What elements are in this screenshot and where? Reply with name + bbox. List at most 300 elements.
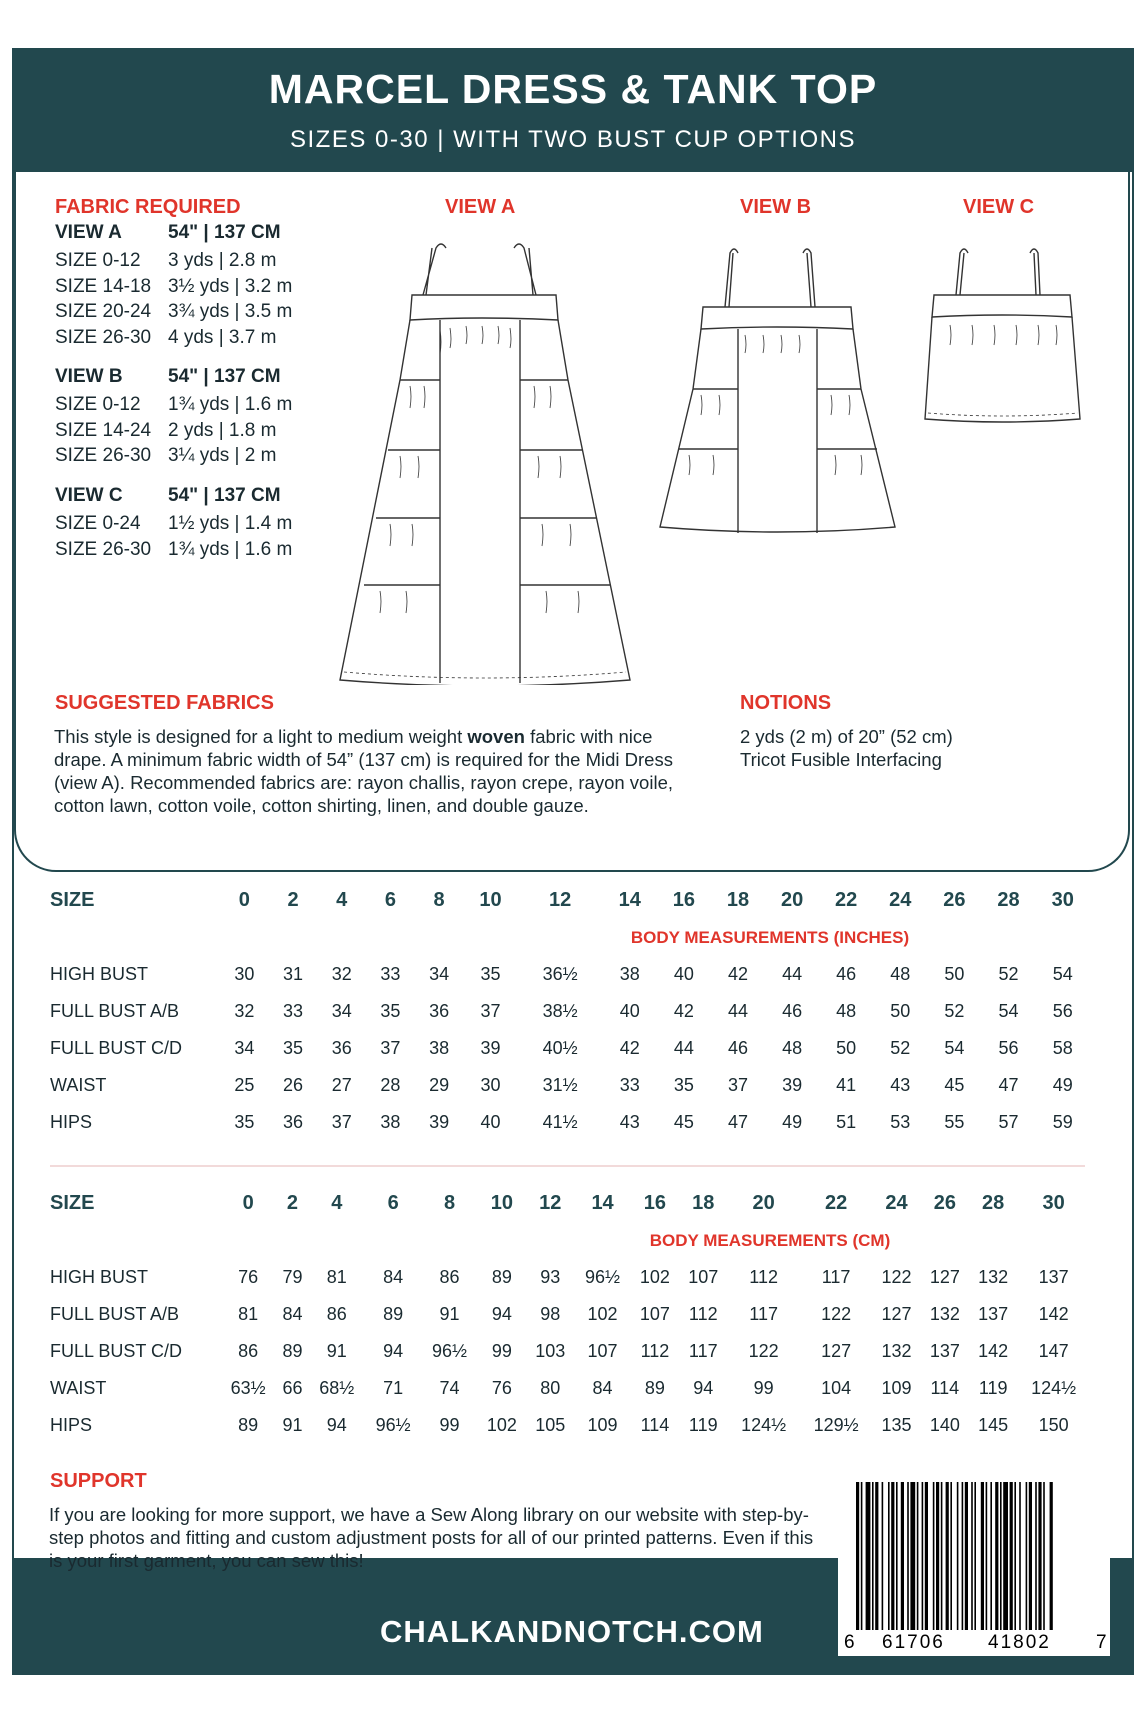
fabric-amount: 1¾ yds | 1.6 m	[168, 394, 293, 415]
view-a-label: VIEW A	[445, 196, 516, 218]
measurement-value: 45	[944, 1075, 965, 1095]
fabric-size: SIZE 0-24	[55, 513, 141, 534]
measurement-value: 36	[331, 1038, 352, 1058]
table-divider	[50, 1165, 1085, 1167]
measurement-value: 81	[238, 1304, 259, 1324]
measurement-value: 107	[587, 1341, 618, 1361]
barcode-bar	[1010, 1482, 1013, 1630]
barcode-bar	[1014, 1482, 1016, 1630]
measurement-value: 42	[727, 964, 748, 984]
pattern-subtitle: SIZES 0-30 | WITH TWO BUST CUP OPTIONS	[290, 126, 856, 153]
measurement-value: 81	[326, 1267, 347, 1287]
measurement-value: 84	[592, 1378, 613, 1398]
size-column-header: 12	[549, 888, 572, 911]
measurement-value: 39	[782, 1075, 803, 1095]
barcode-bar	[922, 1482, 924, 1630]
table-row	[50, 956, 1090, 993]
view-c-top-illustration	[920, 245, 1085, 425]
notions-heading: NOTIONS	[740, 692, 832, 714]
measurement-value: 80	[540, 1378, 561, 1398]
measurement-value: 27	[331, 1075, 352, 1095]
measurement-value: 25	[234, 1075, 255, 1095]
barcode	[838, 1474, 1110, 1656]
size-column-header: 12	[539, 1191, 562, 1214]
measurement-value: 66	[282, 1378, 303, 1398]
size-column-header: 8	[443, 1191, 456, 1214]
barcode-left-digits: 61706	[882, 1632, 945, 1653]
measurement-value: 35	[234, 1112, 255, 1132]
barcode-bar	[925, 1482, 928, 1630]
barcode-bar	[974, 1482, 976, 1630]
barcode-bar	[910, 1482, 915, 1630]
barcode-bar	[1026, 1482, 1028, 1630]
measurement-label: HIPS	[50, 1112, 93, 1132]
measurement-value: 135	[881, 1415, 912, 1435]
table-header-row	[50, 1183, 1090, 1223]
measurement-value: 38	[380, 1112, 401, 1132]
table-row	[50, 1067, 1090, 1104]
measurement-label: WAIST	[50, 1075, 107, 1095]
fabric-size: SIZE 0-12	[55, 394, 141, 415]
measurement-value: 41	[836, 1075, 857, 1095]
measurement-value: 96½	[432, 1341, 468, 1361]
barcode-bar	[1050, 1482, 1053, 1630]
measurement-value: 49	[1052, 1075, 1073, 1095]
measurement-value: 39	[429, 1112, 450, 1132]
measurement-value: 94	[383, 1341, 404, 1361]
table-caption-row	[50, 1223, 1090, 1259]
barcode-bar	[933, 1482, 935, 1630]
measurement-label: FULL BUST A/B	[50, 1001, 180, 1021]
measurement-value: 137	[929, 1341, 960, 1361]
measurement-value: 112	[749, 1267, 778, 1287]
measurement-value: 48	[782, 1038, 803, 1058]
measurement-value: 109	[881, 1378, 912, 1398]
barcode-bar	[1038, 1482, 1041, 1630]
size-column-header: 16	[672, 888, 696, 911]
measurement-value: 44	[782, 964, 803, 984]
measurement-value: 112	[688, 1304, 718, 1324]
fabric-size: SIZE 14-18	[55, 275, 152, 297]
size-column-header: 8	[433, 888, 445, 911]
measurement-value: 31	[283, 964, 304, 984]
measurement-value: 33	[380, 964, 401, 984]
barcode-bar	[882, 1482, 884, 1630]
view-a-dress-illustration	[320, 240, 650, 685]
barcode-bar	[957, 1482, 959, 1630]
measurement-value: 36½	[542, 964, 578, 984]
fabric-size: SIZE 14-24	[55, 419, 152, 441]
barcode-bar	[1003, 1482, 1008, 1630]
fabric-view-width: 54" | 137 CM	[168, 222, 281, 243]
size-column-header: 22	[824, 1191, 848, 1214]
table-row	[50, 1370, 1090, 1407]
barcode-bar	[1029, 1482, 1032, 1630]
measurement-value: 102	[587, 1304, 618, 1324]
measurement-value: 46	[836, 964, 857, 984]
barcode-bar	[891, 1482, 894, 1630]
barcode-bar	[907, 1482, 909, 1630]
measurement-value: 47	[998, 1075, 1019, 1095]
measurement-value: 38	[429, 1038, 450, 1058]
measurement-value: 137	[978, 1304, 1009, 1324]
website-url[interactable]: CHALKANDNOTCH.COM	[380, 1614, 764, 1649]
size-column-header: 24	[889, 888, 912, 911]
measurement-value: 142	[1038, 1304, 1069, 1324]
size-column-header: 24	[885, 1191, 908, 1214]
measurement-value: 53	[890, 1112, 911, 1132]
barcode-right-digits: 41802	[988, 1632, 1051, 1653]
measurement-value: 33	[619, 1075, 640, 1095]
barcode-bar	[990, 1482, 992, 1630]
measurement-value: 68½	[319, 1378, 355, 1398]
fabric-amount: 1¾ yds | 1.6 m	[168, 538, 293, 560]
size-column-header: 6	[387, 1191, 399, 1214]
measurement-value: 35	[673, 1075, 694, 1095]
fabric-size: SIZE 26-30	[55, 538, 152, 560]
view-b-dress-illustration	[655, 245, 900, 535]
measurement-value: 54	[1052, 964, 1073, 984]
barcode-bars	[838, 1474, 1110, 1634]
measurement-value: 52	[890, 1038, 911, 1058]
measurement-value: 55	[944, 1112, 965, 1132]
measurement-value: 98	[540, 1304, 561, 1324]
measurement-value: 34	[234, 1038, 255, 1058]
measurement-value: 43	[619, 1112, 640, 1132]
measurement-value: 40	[619, 1001, 640, 1021]
measurement-label: FULL BUST C/D	[50, 1341, 183, 1361]
barcode-bar	[875, 1482, 878, 1630]
measurement-value: 94	[693, 1378, 714, 1398]
measurement-value: 48	[836, 1001, 857, 1021]
size-header: SIZE	[50, 1191, 95, 1214]
measurement-value: 58	[1052, 1038, 1073, 1058]
barcode-bar	[995, 1482, 998, 1630]
measurement-value: 35	[283, 1038, 304, 1058]
measurement-value: 47	[727, 1112, 748, 1132]
size-column-header: 18	[692, 1191, 715, 1214]
size-column-header: 14	[618, 888, 641, 911]
measurement-value: 86	[439, 1267, 460, 1287]
measurement-value: 117	[821, 1267, 851, 1287]
measurement-value: 124½	[1031, 1378, 1077, 1398]
size-column-header: 28	[982, 1191, 1005, 1214]
measurement-value: 107	[688, 1267, 719, 1287]
measurement-value: 37	[331, 1112, 352, 1132]
fabric-size: SIZE 26-30	[55, 445, 152, 466]
fabric-amount: 3¾ yds | 3.5 m	[168, 301, 293, 322]
barcode-bar	[1019, 1482, 1021, 1630]
measurement-value: 50	[890, 1001, 911, 1021]
measurement-value: 86	[238, 1341, 259, 1361]
measurement-label: FULL BUST A/B	[50, 1304, 180, 1324]
measurement-value: 127	[929, 1267, 960, 1287]
barcode-bar	[962, 1482, 964, 1630]
measurement-value: 89	[238, 1415, 259, 1435]
notions-line-1: 2 yds (2 m) of 20” (52 cm)	[740, 726, 953, 747]
measurement-value: 150	[1038, 1415, 1069, 1435]
measurement-value: 142	[978, 1341, 1009, 1361]
measurement-value: 76	[238, 1267, 259, 1287]
size-column-header: 2	[286, 1191, 299, 1214]
measurement-value: 32	[331, 964, 352, 984]
measurement-value: 38½	[542, 1001, 578, 1021]
measurement-value: 140	[929, 1415, 960, 1435]
measurement-value: 93	[540, 1267, 561, 1287]
measurement-value: 44	[727, 1001, 748, 1021]
table-caption-row	[50, 920, 1090, 956]
measurement-value: 129½	[813, 1415, 859, 1435]
fabric-amount: 3 yds | 2.8 m	[168, 250, 277, 271]
measurement-value: 44	[673, 1038, 694, 1058]
measurement-value: 40	[480, 1112, 501, 1132]
measurement-value: 145	[978, 1415, 1009, 1435]
measurement-value: 109	[587, 1415, 618, 1435]
fabric-size: SIZE 20-24	[55, 301, 152, 322]
inches-measurement-table	[50, 880, 1090, 1141]
measurement-value: 26	[283, 1075, 304, 1095]
measurement-value: 34	[331, 1001, 352, 1021]
cm-measurement-table	[50, 1183, 1090, 1444]
barcode-bar	[941, 1482, 943, 1630]
table-row	[50, 1407, 1090, 1444]
table-caption: BODY MEASUREMENTS (INCHES)	[630, 928, 910, 947]
measurement-value: 104	[821, 1378, 852, 1398]
measurement-value: 42	[619, 1038, 640, 1058]
measurement-value: 89	[383, 1304, 404, 1324]
barcode-bar	[1035, 1482, 1037, 1630]
measurement-value: 46	[727, 1038, 748, 1058]
measurement-value: 35	[480, 964, 501, 984]
table-row	[50, 1104, 1090, 1141]
measurement-value: 34	[429, 964, 450, 984]
notions-text	[740, 725, 1100, 771]
measurement-value: 63½	[230, 1378, 266, 1398]
measurement-value: 39	[480, 1038, 501, 1058]
fabric-amount: 2 yds | 1.8 m	[168, 419, 277, 441]
support-text: If you are looking for more support, we have a Sew Along library on our website with step-by-step photos and fitting and custom adjustment posts for all of our printed patterns. Even if this is your first garment, you can sew this!	[49, 1504, 814, 1571]
barcode-check-digit: 7	[1096, 1632, 1107, 1653]
size-column-header: 10	[479, 888, 502, 911]
measurement-value: 91	[326, 1341, 347, 1361]
barcode-bar	[866, 1482, 871, 1630]
measurement-label: HIGH BUST	[50, 964, 149, 984]
measurement-value: 124½	[741, 1415, 787, 1435]
suggested-fabrics-heading: SUGGESTED FABRICS	[55, 692, 274, 714]
measurement-value: 122	[748, 1341, 779, 1361]
view-c-label: VIEW C	[963, 196, 1035, 218]
measurement-value: 50	[944, 964, 965, 984]
size-column-header: 20	[752, 1191, 775, 1214]
barcode-bar	[946, 1482, 949, 1630]
barcode-bar	[950, 1482, 952, 1630]
size-column-header: 26	[933, 1191, 956, 1214]
size-header: SIZE	[50, 888, 95, 911]
measurement-value: 99	[439, 1415, 460, 1435]
measurement-value: 52	[944, 1001, 965, 1021]
measurement-value: 57	[998, 1112, 1019, 1132]
barcode-bar	[965, 1482, 968, 1630]
measurement-value: 79	[282, 1267, 303, 1287]
measurement-label: FULL BUST C/D	[50, 1038, 183, 1058]
measurement-value: 35	[380, 1001, 401, 1021]
fabric-required-heading: FABRIC REQUIRED	[55, 196, 241, 218]
measurement-value: 122	[881, 1267, 912, 1287]
suggested-text-part-1: This style is designed for a light to medium weight	[54, 726, 468, 747]
barcode-bar	[971, 1482, 973, 1630]
measurement-value: 84	[282, 1304, 303, 1324]
barcode-bar	[861, 1482, 863, 1630]
measurement-value: 54	[944, 1038, 965, 1058]
measurement-value: 45	[673, 1112, 694, 1132]
size-column-header: 18	[726, 888, 750, 911]
size-column-header: 30	[1042, 1191, 1065, 1214]
measurement-value: 122	[821, 1304, 852, 1324]
measurement-value: 37	[380, 1038, 401, 1058]
fabric-view-label: VIEW A	[55, 222, 122, 243]
size-column-header: 2	[287, 888, 299, 911]
measurement-value: 127	[821, 1341, 852, 1361]
measurement-value: 37	[727, 1075, 748, 1095]
measurement-value: 31½	[542, 1075, 578, 1095]
fabric-amount: 3¼ yds | 2 m	[168, 445, 277, 466]
measurement-value: 50	[836, 1038, 857, 1058]
measurement-value: 114	[640, 1415, 670, 1435]
size-column-header: 10	[490, 1191, 513, 1214]
caption-spacer	[50, 920, 220, 956]
measurement-value: 114	[930, 1378, 960, 1398]
size-column-header: 16	[643, 1191, 667, 1214]
measurement-value: 127	[881, 1304, 912, 1324]
size-column-header: 20	[780, 888, 804, 911]
measurement-value: 59	[1052, 1112, 1073, 1132]
barcode-bar	[936, 1482, 939, 1630]
size-column-header: 22	[835, 888, 858, 911]
measurement-value: 38	[619, 964, 640, 984]
caption-spacer	[50, 1223, 220, 1259]
measurement-value: 89	[644, 1378, 665, 1398]
measurement-value: 49	[782, 1112, 803, 1132]
measurement-value: 40	[673, 964, 694, 984]
measurement-value: 132	[978, 1267, 1009, 1287]
measurement-value: 105	[535, 1415, 566, 1435]
measurement-value: 89	[282, 1341, 303, 1361]
view-b-label: VIEW B	[740, 196, 812, 218]
measurement-value: 99	[753, 1378, 774, 1398]
barcode-bar	[1000, 1482, 1002, 1630]
measurement-value: 37	[480, 1001, 501, 1021]
measurement-value: 96½	[585, 1267, 621, 1287]
measurement-value: 41½	[542, 1112, 578, 1132]
measurement-value: 91	[439, 1304, 460, 1324]
measurement-value: 46	[782, 1001, 803, 1021]
measurement-value: 119	[688, 1415, 718, 1435]
size-column-header: 4	[331, 1191, 343, 1214]
measurement-value: 51	[836, 1112, 857, 1132]
measurement-value: 74	[439, 1378, 460, 1398]
barcode-bar	[856, 1482, 859, 1630]
barcode-bar	[917, 1482, 919, 1630]
measurement-value: 94	[491, 1304, 512, 1324]
measurement-value: 76	[491, 1378, 512, 1398]
fabric-view-label: VIEW C	[55, 485, 123, 506]
size-column-header: 26	[943, 888, 966, 911]
size-column-header: 14	[591, 1191, 614, 1214]
table-row	[50, 1333, 1090, 1370]
measurement-value: 84	[383, 1267, 404, 1287]
barcode-bar	[981, 1482, 984, 1630]
measurement-value: 147	[1038, 1341, 1069, 1361]
measurement-value: 33	[283, 1001, 304, 1021]
measurement-value: 117	[688, 1341, 718, 1361]
measurement-value: 86	[326, 1304, 347, 1324]
measurement-value: 29	[429, 1075, 450, 1095]
barcode-bar	[901, 1482, 904, 1630]
fabric-view-width: 54" | 137 CM	[168, 366, 281, 387]
measurement-value: 103	[535, 1341, 566, 1361]
measurement-value: 117	[749, 1304, 778, 1324]
measurement-value: 112	[640, 1341, 670, 1361]
measurement-value: 94	[326, 1415, 347, 1435]
fabric-size: SIZE 26-30	[55, 326, 152, 348]
size-column-header: 0	[238, 888, 250, 911]
measurement-value: 71	[383, 1378, 404, 1398]
measurement-label: HIGH BUST	[50, 1267, 149, 1287]
measurement-value: 102	[639, 1267, 670, 1287]
fabric-amount: 4 yds | 3.7 m	[168, 326, 277, 348]
measurement-value: 56	[1052, 1001, 1073, 1021]
measurement-value: 91	[282, 1415, 303, 1435]
barcode-bar	[896, 1482, 898, 1630]
measurement-value: 30	[234, 964, 255, 984]
measurement-value: 132	[881, 1341, 912, 1361]
measurement-value: 40½	[542, 1038, 578, 1058]
measurement-value: 36	[429, 1001, 450, 1021]
suggested-text-part-2: fabric with nice drape. A minimum fabric width of 54” (137 cm) is required for the Midi Dress (view A). Recommended fabrics are: rayon challis, rayon crepe, rayon voile, cotton lawn, cotton voile, cotton shirting, linen, and double gauze.	[54, 726, 673, 816]
measurement-value: 99	[491, 1341, 512, 1361]
size-column-header: 30	[1051, 888, 1074, 911]
measurement-value: 102	[486, 1415, 517, 1435]
measurement-value: 56	[998, 1038, 1019, 1058]
measurement-value: 28	[380, 1075, 401, 1095]
table-row	[50, 1296, 1090, 1333]
measurement-value: 30	[480, 1075, 501, 1095]
fabric-amount: 1½ yds | 1.4 m	[168, 513, 293, 534]
measurement-value: 48	[890, 964, 911, 984]
barcode-bar	[986, 1482, 988, 1630]
measurement-value: 42	[673, 1001, 694, 1021]
notions-line-2: Tricot Fusible Interfacing	[740, 749, 942, 770]
measurement-value: 36	[283, 1112, 304, 1132]
suggested-text-bold: woven	[467, 726, 525, 747]
barcode-bar	[888, 1482, 890, 1630]
fabric-view-width: 54" | 137 CM	[168, 485, 281, 506]
fabric-size: SIZE 0-12	[55, 250, 141, 271]
measurement-value: 32	[234, 1001, 255, 1021]
table-row	[50, 1030, 1090, 1067]
table-row	[50, 993, 1090, 1030]
suggested-fabrics-text	[54, 725, 674, 817]
measurement-value: 89	[491, 1267, 512, 1287]
measurement-value: 96½	[375, 1415, 411, 1435]
measurement-value: 137	[1038, 1267, 1069, 1287]
measurement-value: 52	[998, 964, 1019, 984]
measurement-value: 132	[929, 1304, 960, 1324]
barcode-bar	[872, 1482, 874, 1630]
size-column-header: 28	[997, 888, 1020, 911]
measurement-label: HIPS	[50, 1415, 93, 1435]
measurement-value: 43	[890, 1075, 911, 1095]
